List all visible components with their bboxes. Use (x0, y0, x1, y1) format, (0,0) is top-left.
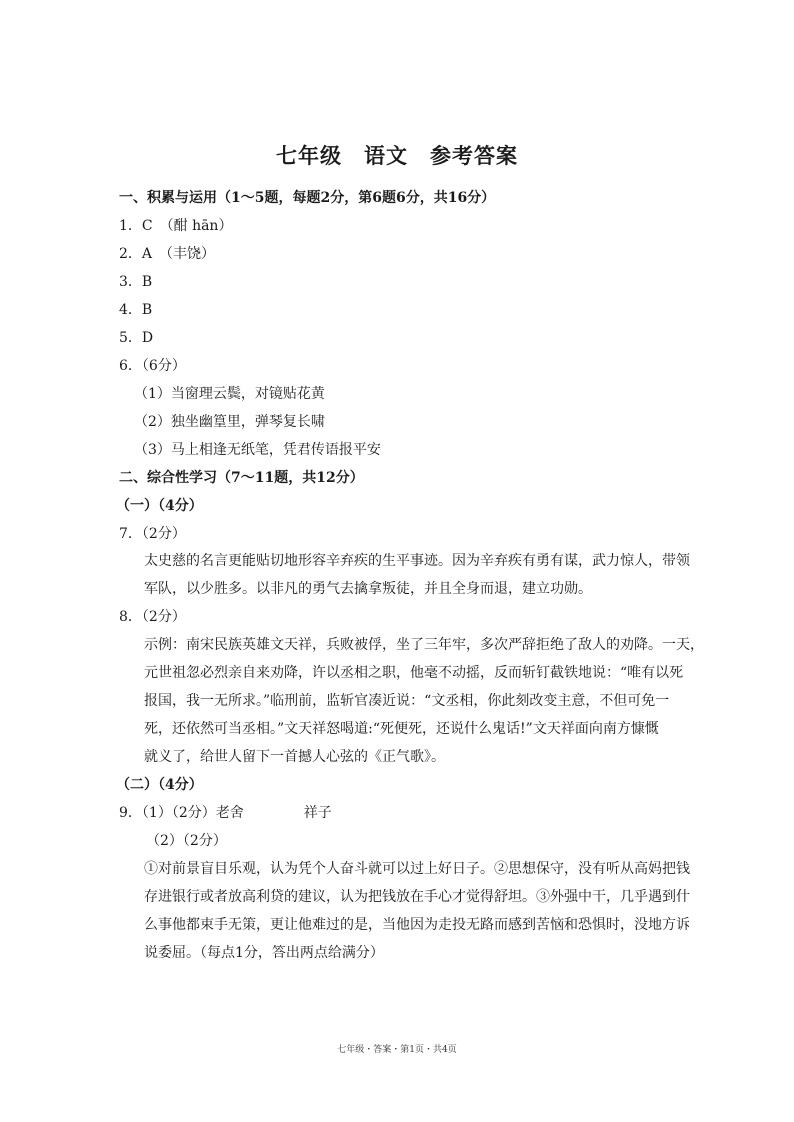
q9-2-line: 存进银行或者放高利贷的建议，认为把钱放在手心才觉得舒坦。③外强中干，几乎遇到什 (144, 889, 690, 905)
answer-q9-1 (119, 803, 332, 823)
q9-2-line: ①对前景盲目乐观，认为凭个人奋斗就可以过上好日子。②思想保守，没有听从高妈把钱 (144, 861, 690, 877)
q9-1-prefix: 9．（1）（2分）老舍 (119, 805, 244, 821)
answer-q7: 7．（2分） (119, 526, 186, 542)
answer-q9-2: （2）（2分） (146, 833, 227, 849)
page-footer: 七年级・答案・第1页・共4页 (337, 1045, 457, 1055)
q9-1-answer: 祥子 (303, 805, 332, 821)
q8-line: 死，还依然可当丞相。”文天祥怒喝道:“死便死，还说什么鬼话!”文天祥面向南方慷慨 (144, 721, 659, 737)
q9-2-line: 说委屈。（每点1分，答出两点给满分） (144, 945, 384, 961)
q8-line: 报国，我一无所求。”临刑前，监斩官凑近说：“文丞相，你此刻改变主意，不但可免一 (144, 693, 670, 709)
q8-line: 元世祖忽必烈亲自来劝降，许以丞相之职，他毫不动摇，反而斩钉截铁地说：“唯有以死 (144, 665, 684, 681)
part1-heading: （一）（4分） (116, 498, 203, 514)
answer-q6-2: （2）独坐幽篁里，弹琴复长啸 (134, 414, 325, 430)
answer-q6-1: （1）当窗理云鬓，对镜贴花黄 (134, 386, 325, 402)
part2-heading: （二）（4分） (116, 777, 203, 793)
answer-q6: 6．（6分） (119, 358, 186, 374)
answer-q4: 4．B (119, 302, 153, 318)
q8-line: 就义了，给世人留下一首撼人心弦的《正气歌》。 (144, 749, 445, 765)
answer-q1: 1．C （酣 hān） (119, 218, 233, 234)
q9-2-line: 么事他都束手无策，更让他难过的是，当他因为走投无路而感到苦恼和恐惧时，没地方诉 (144, 917, 690, 933)
section2-heading: 二、综合性学习（7～11题，共12分） (119, 470, 364, 486)
q8-line: 示例：南宋民族英雄文天祥，兵败被俘，坐了三年牢，多次严辞拒绝了敌人的劝降。一天， (144, 637, 704, 653)
answer-q3: 3．B (119, 274, 153, 290)
answer-q6-3: （3）马上相逢无纸笔，凭君传语报平安 (134, 442, 381, 458)
answer-q5: 5．D (119, 330, 154, 346)
section1-heading: 一、积累与运用（1～5题，每题2分，第6题6分，共16分） (119, 190, 496, 206)
answer-q8: 8．（2分） (119, 609, 186, 625)
page-title: 七年级 语文 参考答案 (276, 143, 518, 168)
q7-line: 太史慈的名言更能贴切地形容辛弃疾的生平事迹。因为辛弃疾有勇有谋，武力惊人，带领 (144, 553, 690, 569)
q7-line: 军队，以少胜多。以非凡的勇气去擒拿叛徒，并且全身而退，建立功勋。 (144, 581, 592, 597)
answer-q2: 2．A （丰饶） (119, 246, 216, 262)
